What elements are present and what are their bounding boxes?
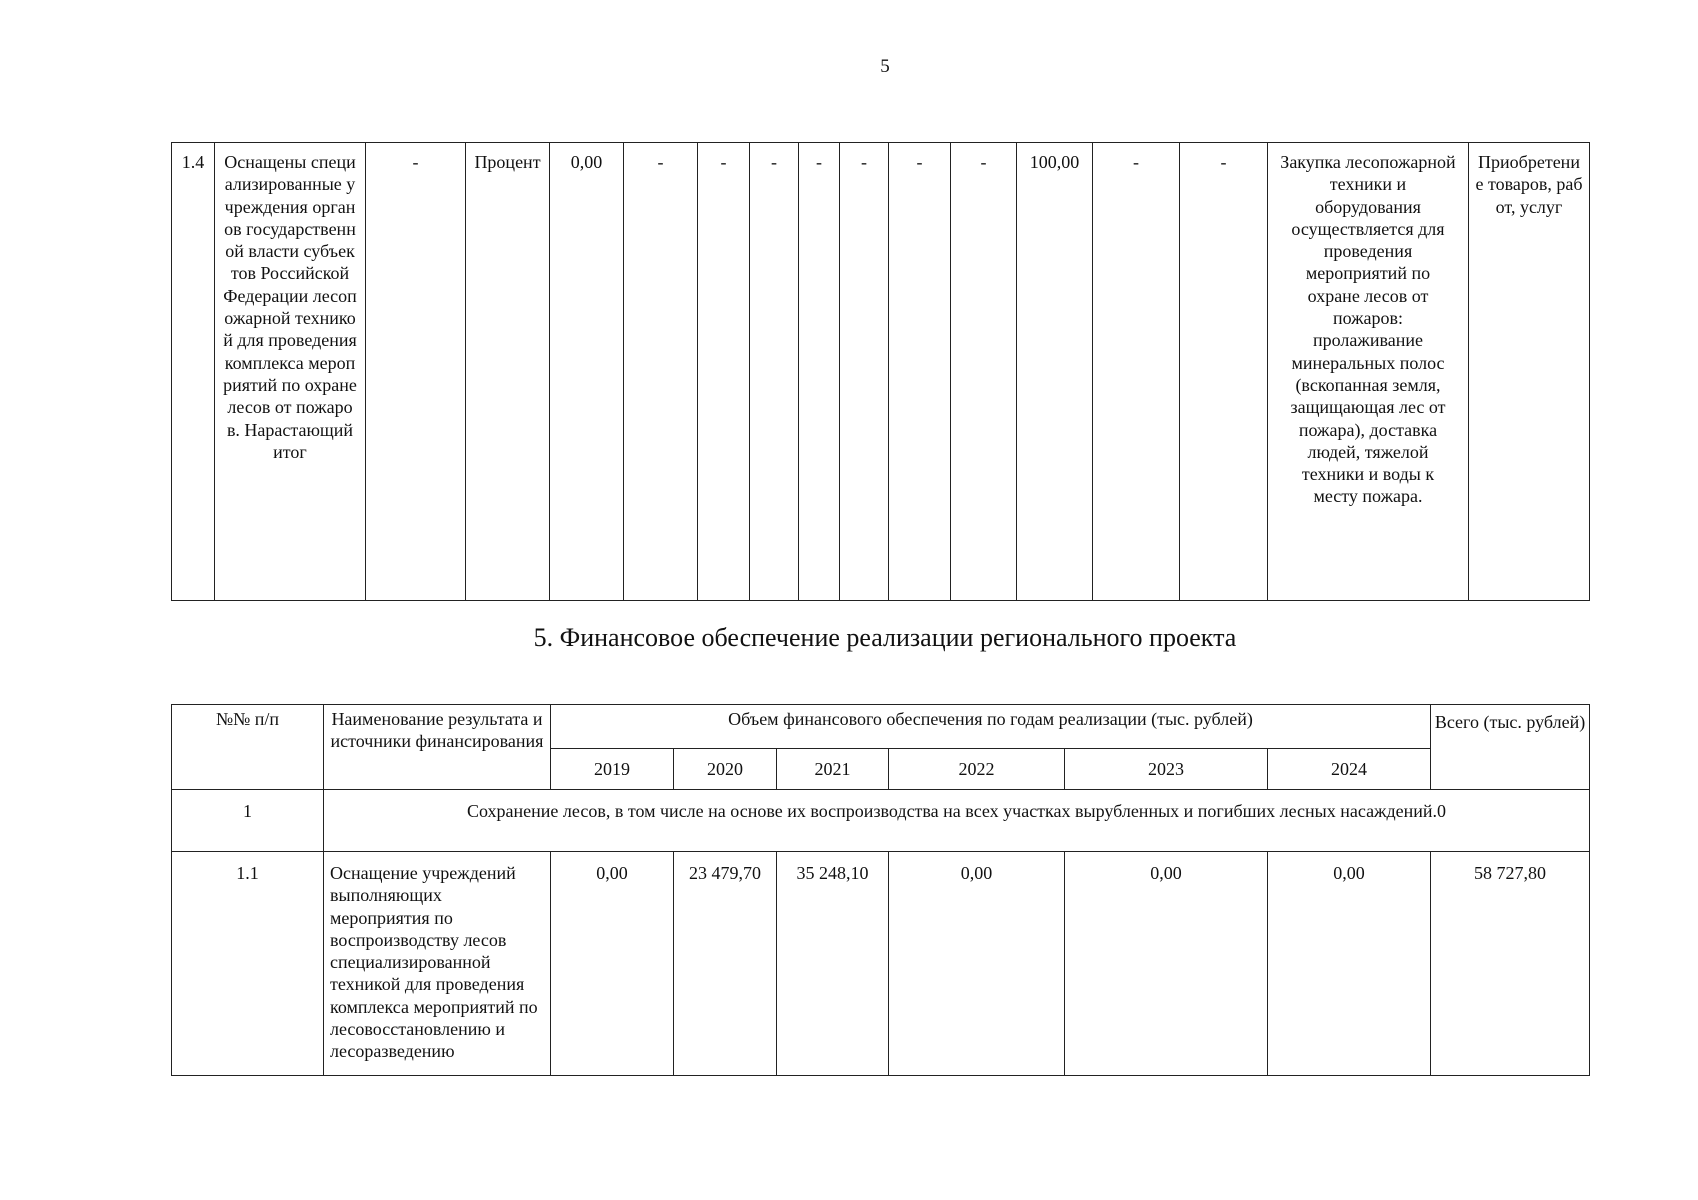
result-name: Оснащены специализированные учреждения органов государственной власти субъектов Российской Федерации лесопожарной техникой для проведения комплекса мероприятий по охране лесов от пожаров. Нарастающий итог: [215, 143, 366, 601]
cell: -: [1180, 143, 1268, 601]
cell: -: [889, 143, 951, 601]
year-header: 2021: [777, 749, 889, 790]
type-cell: Приобретение товаров, работ, услуг: [1469, 143, 1590, 601]
unit-cell: Процент: [466, 143, 550, 601]
cell: -: [366, 143, 466, 601]
section-number: 1: [172, 790, 324, 852]
year-header: 2023: [1065, 749, 1268, 790]
cell: -: [1093, 143, 1180, 601]
cell: -: [698, 143, 750, 601]
section-title: 5. Финансовое обеспечение реализации регионального проекта: [533, 623, 1237, 652]
indicators-table: [171, 142, 1590, 601]
cell: -: [750, 143, 799, 601]
header-name: Наименование результата и источники финансирования: [324, 705, 551, 790]
value-2020: 23 479,70: [674, 852, 777, 1076]
year-header: 2024: [1268, 749, 1431, 790]
target-value: 100,00: [1017, 143, 1093, 601]
cell: -: [840, 143, 889, 601]
value-total: 58 727,80: [1431, 852, 1590, 1076]
financing-table: [171, 704, 1590, 1076]
value-2023: 0,00: [1065, 852, 1268, 1076]
row-number: 1.1: [172, 852, 324, 1076]
value-2019: 0,00: [551, 852, 674, 1076]
table-row: [172, 852, 1590, 1076]
header-total: Всего (тыс. рублей): [1431, 705, 1590, 790]
cell: -: [624, 143, 698, 601]
base-value: 0,00: [550, 143, 624, 601]
header-row: [172, 705, 1590, 749]
header-volume: Объем финансового обеспечения по годам реализации (тыс. рублей): [551, 705, 1431, 749]
year-header: 2022: [889, 749, 1065, 790]
value-2022: 0,00: [889, 852, 1065, 1076]
result-name-text: Оснащение учреждений выполняющих мероприятия по воспроизводству лесов специализированной техникой для проведения комплекса мероприятий по лесовосстановлению и лесоразведению: [330, 863, 538, 1062]
section-row: [172, 790, 1590, 852]
result-name: [324, 852, 551, 1076]
page-number: 5: [880, 56, 890, 77]
year-header: 2019: [551, 749, 674, 790]
row-number: 1.4: [172, 143, 215, 601]
cell: -: [799, 143, 840, 601]
value-2021: 35 248,10: [777, 852, 889, 1076]
year-header: 2020: [674, 749, 777, 790]
description-cell: Закупка лесопожарной техники и оборудования осуществляется для проведения мероприятий по охране лесов от пожаров: пролаживание минеральных полос (вскопанная земля, защищающая лес от пожара), доставка людей, тяжелой техники и воды к месту пожара.: [1268, 143, 1469, 601]
table-row: [172, 143, 1590, 601]
section-text: Сохранение лесов, в том числе на основе их воспроизводства на всех участках вырубленных и погибших лесных насаждений.0: [324, 790, 1590, 852]
value-2024: 0,00: [1268, 852, 1431, 1076]
header-num: №№ п/п: [172, 705, 324, 790]
cell: -: [951, 143, 1017, 601]
